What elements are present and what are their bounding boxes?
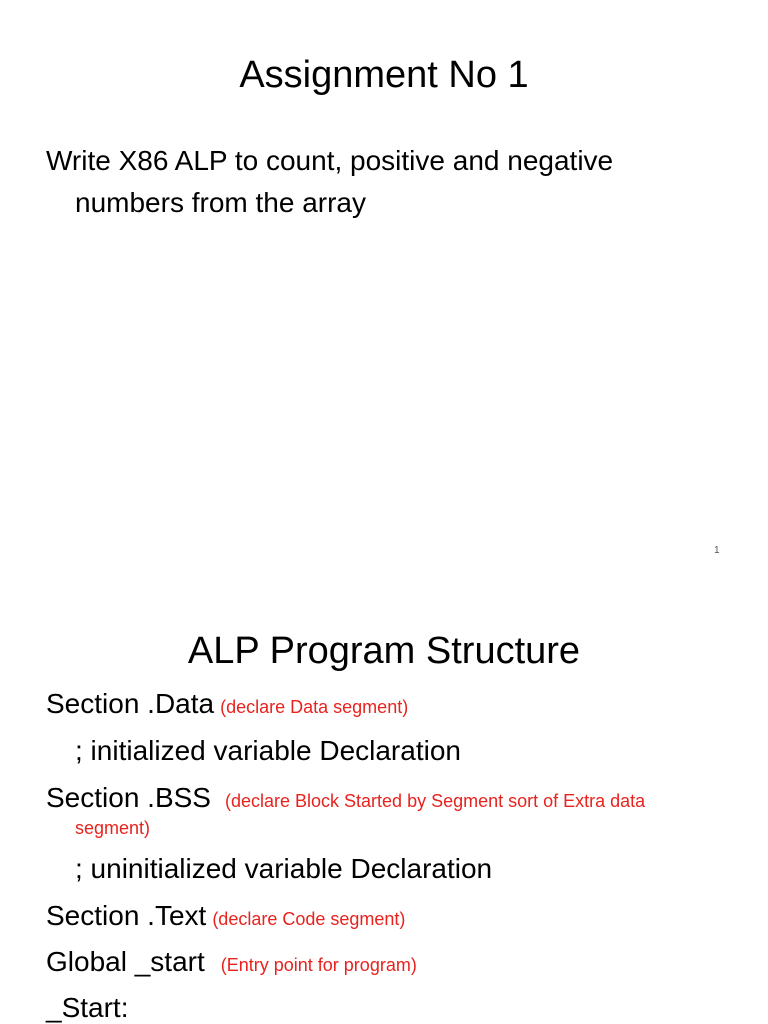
section-text-line xyxy=(46,902,405,930)
page-number: 1 xyxy=(714,545,720,556)
section-text-note: (declare Code segment) xyxy=(212,909,406,929)
global-start-text: Global _start xyxy=(46,946,205,977)
slide-2-title: ALP Program Structure xyxy=(187,630,581,672)
slide-1-title: Assignment No 1 xyxy=(239,54,529,96)
slide-2 xyxy=(0,588,768,1024)
section-bss-text: Section .BSS xyxy=(46,782,211,813)
global-start-line xyxy=(46,948,417,976)
start-label-line: _Start: xyxy=(46,992,129,1023)
section-bss-note: (declare Block Started by Segment sort of Extra data xyxy=(224,791,646,811)
section-text-text: Section .Text xyxy=(46,900,207,931)
section-bss-note-continued: segment) xyxy=(75,818,151,838)
slide-1-body-line-2: numbers from the array xyxy=(75,187,366,218)
initialized-declaration-line: ; initialized variable Declaration xyxy=(75,735,461,766)
uninitialized-declaration-line: ; uninitialized variable Declaration xyxy=(75,853,493,884)
slide-1-body-line-1: Write X86 ALP to count, positive and negative xyxy=(46,145,614,176)
section-bss-line xyxy=(46,784,645,812)
section-data-text: Section .Data xyxy=(46,688,215,719)
section-data-note: (declare Data segment) xyxy=(220,697,409,717)
global-start-note: (Entry point for program) xyxy=(220,955,417,975)
section-data-line xyxy=(46,690,408,718)
